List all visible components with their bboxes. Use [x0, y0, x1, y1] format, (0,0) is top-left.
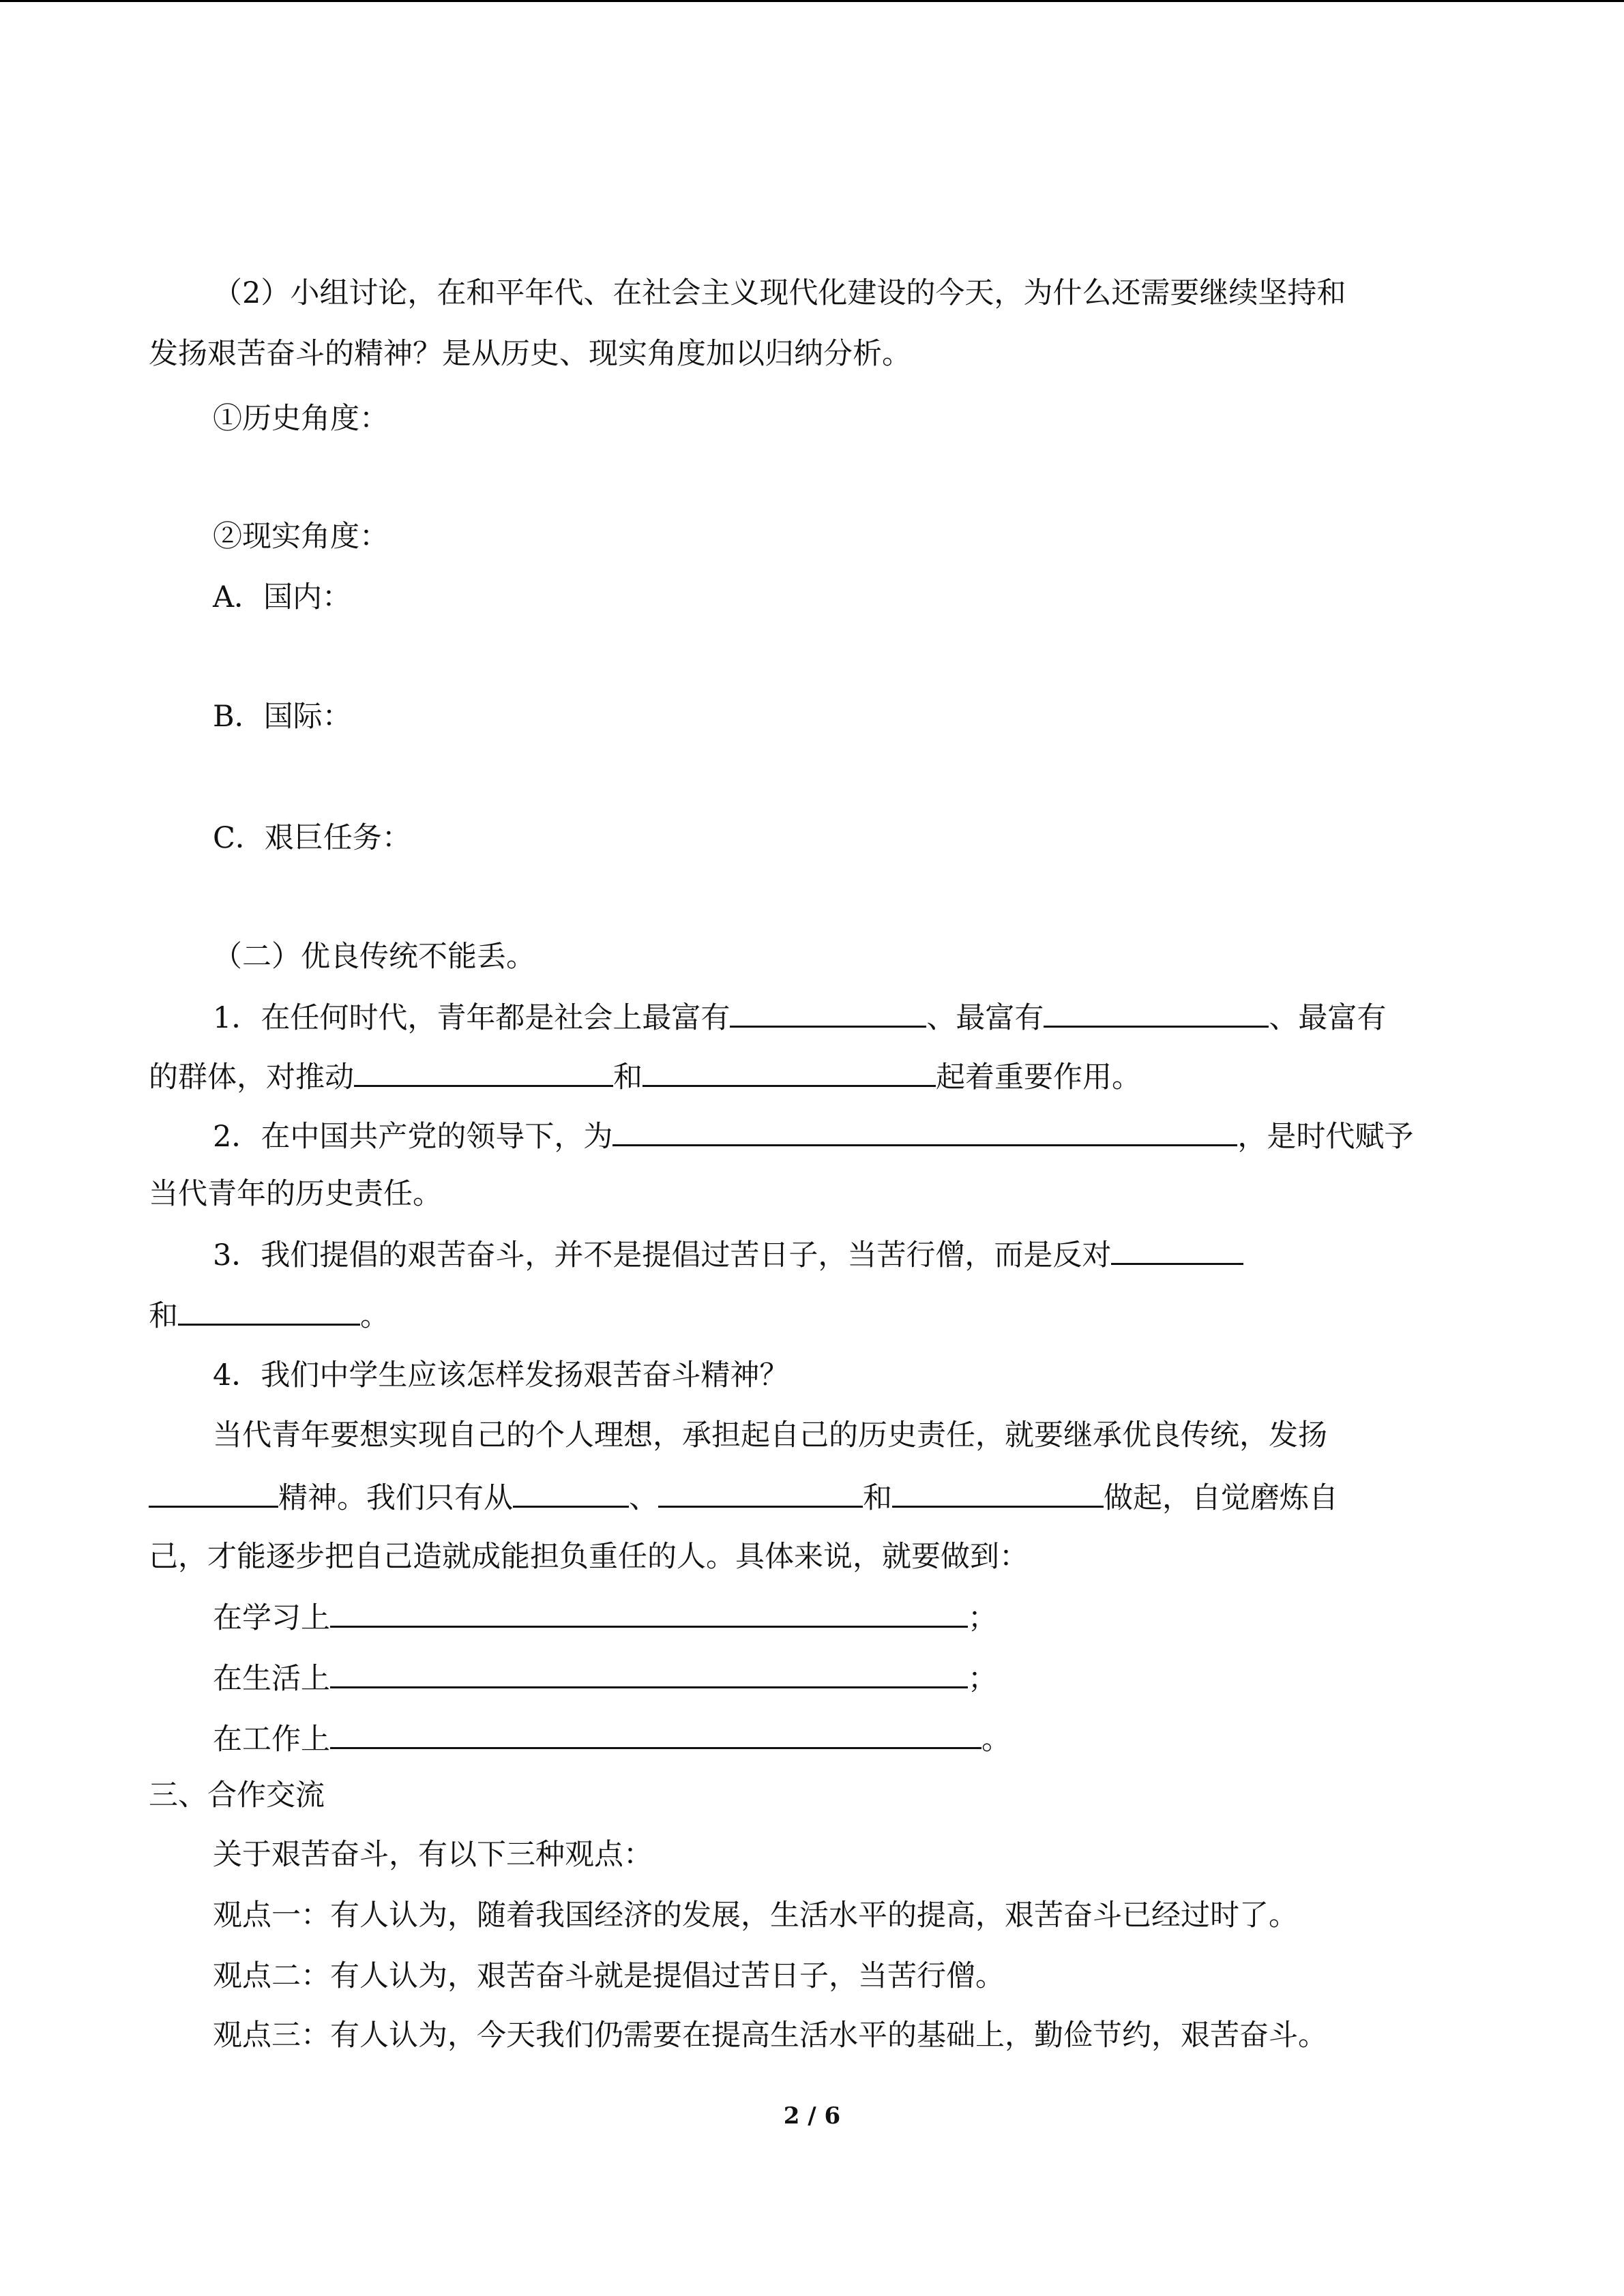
answer-blank[interactable] [612, 1114, 1237, 1146]
question-3-line2: 和 。 [149, 1294, 389, 1337]
question-3-line1: 3．我们提倡的艰苦奋斗，并不是提倡过苦日子，当苦行僧，而是反对 [213, 1233, 1243, 1276]
section-two-heading: （二）优良传统不能丢。 [213, 940, 535, 974]
answer-blank[interactable] [1044, 996, 1269, 1028]
answer-blank[interactable] [658, 1476, 863, 1508]
history-perspective: ①历史角度： [213, 402, 389, 436]
view-two: 观点二：有人认为，艰苦奋斗就是提倡过苦日子，当苦行僧。 [213, 1959, 1005, 1993]
view-one: 观点一：有人认为，随着我国经济的发展，生活水平的提高，艰苦奋斗已经过时了。 [213, 1898, 1298, 1933]
life-line: 在生活上 ； [213, 1656, 997, 1699]
question-2-line1: 2．在中国共产党的领导下，为 ，是时代赋予 [213, 1114, 1413, 1157]
answer-blank[interactable] [354, 1055, 613, 1087]
answer-blank[interactable] [730, 996, 926, 1028]
answer-blank[interactable] [149, 1476, 278, 1508]
international-item: B．国际： [213, 700, 352, 734]
discussion-question-line2: 发扬艰苦奋斗的精神？是从历史、现实角度加以归纳分析。 [149, 337, 911, 371]
question-1-line1: 1．在任何时代，青年都是社会上最富有 、最富有 、最富有 [213, 996, 1386, 1039]
answer-paragraph-line3: 己，才能逐步把自己造就成能担负重任的人。具体来说，就要做到： [149, 1540, 1029, 1574]
views-intro: 关于艰苦奋斗，有以下三种观点： [213, 1838, 653, 1872]
question-1-line2: 的群体，对推动 和 起着重要作用。 [149, 1055, 1141, 1098]
answer-blank[interactable] [643, 1055, 936, 1087]
reality-perspective: ②现实角度： [213, 520, 389, 554]
answer-blank[interactable] [330, 1596, 968, 1628]
answer-blank[interactable] [513, 1476, 629, 1508]
answer-paragraph-line2: 精神。我们只有从 、 和 做起，自觉磨炼自 [149, 1476, 1338, 1519]
view-three: 观点三：有人认为，今天我们仍需要在提高生活水平的基础上，勤俭节约，艰苦奋斗。 [213, 2018, 1327, 2053]
study-line: 在学习上 ； [213, 1596, 997, 1639]
answer-blank[interactable] [178, 1294, 360, 1326]
domestic-item: A．国内： [213, 580, 352, 614]
discussion-question-line1: （2）小组讨论，在和平年代、在社会主义现代化建设的今天，为什么还需要继续坚持和 [213, 276, 1346, 310]
answer-blank[interactable] [330, 1717, 981, 1749]
work-line: 在工作上 。 [213, 1717, 1011, 1760]
arduous-task-item: C．艰巨任务： [213, 821, 411, 855]
answer-paragraph-line1: 当代青年要想实现自己的个人理想，承担起自己的历史责任，就要继承优良传统，发扬 [213, 1418, 1327, 1452]
question-4: 4．我们中学生应该怎样发扬艰苦奋斗精神？ [213, 1358, 789, 1392]
top-border [0, 0, 1624, 2]
answer-blank[interactable] [892, 1476, 1104, 1508]
answer-blank[interactable] [330, 1656, 968, 1688]
section-three-heading: 三、合作交流 [149, 1778, 325, 1813]
answer-blank[interactable] [1111, 1233, 1243, 1265]
page-number: 2 / 6 [783, 2102, 841, 2130]
question-2-line2: 当代青年的历史责任。 [149, 1177, 442, 1211]
